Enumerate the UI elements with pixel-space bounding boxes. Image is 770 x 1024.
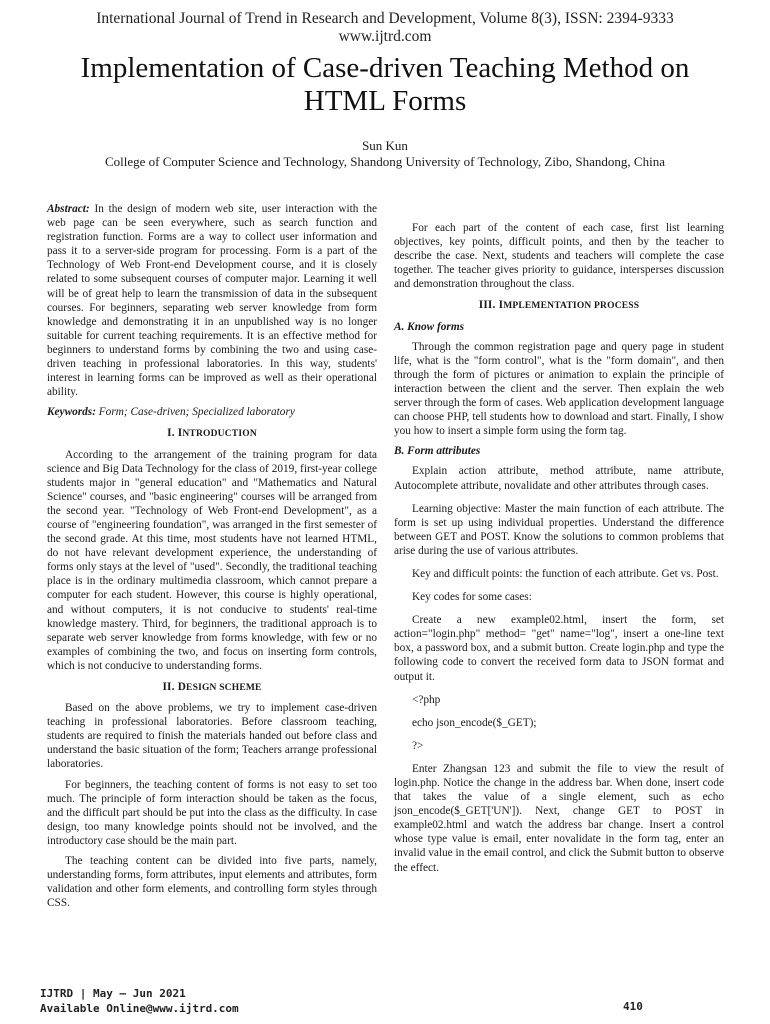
code-line-1: <?php: [412, 693, 441, 706]
subsection-heading-know-forms: A. Know forms: [394, 320, 464, 333]
subsection-heading-form-attributes: B. Form attributes: [394, 445, 481, 458]
intro-paragraph: According to the arrangement of the training program for data science and Big Data Technology for the class of 2019, first-year college students major in "general education" and "Mathematics and Natural Science" courses, and "basic engineering" courses will be arranged from the second year. "Technology of Web Front-end Development", as a course of "engineering foundation", was arranged in the first semester of the second grade. At this time, most students have not learned HTML, do not have relevant development experience, the understanding of forms only stays at the level of "used". Secondly, the traditional teaching place is in the ordinary multimedia classroom, which cannot prepare a computer for each student. However, this course is highly operational, and without computers, it is not conducive to students' real-time knowledge mastery. Third, for beginners, the traditional approach is to separate web server knowledge from forms knowledge, with few or no examples of combining the two, and focus on inserting form controls, which is not conducive to understanding forms.: [47, 448, 377, 672]
section-heading-design-scheme: II. DESIGN SCHEME: [162, 681, 262, 693]
title-line-1: Implementation of Case-driven Teaching Method on: [80, 52, 690, 84]
form-attributes-paragraph-3: Key and difficult points: the function of each attribute. Get vs. Post.: [412, 567, 719, 580]
form-attributes-paragraph-2: Learning objective: Master the main function of each attribute. The form is set up using individual properties. Understand the difference between GET and POST. Know the solutions to common problems that arise during the use of various attributes.: [394, 502, 724, 557]
form-attributes-paragraph-5: Create a new example02.html, insert the form, set action="login.php" method= "get" name="log", insert a one-line text box, a password box, and a submit button. Create login.php and type the following code to convert the received form data to JSON format and output it.: [394, 614, 724, 683]
design-paragraph-1: Based on the above problems, we try to implement case-driven teaching in professional laboratories. Before classroom teaching, students are required to finish the materials handed out before class and understand the basic situation of the form; Teachers arrange professional laboratories.: [47, 702, 377, 771]
form-attributes-paragraph-1: Explain action attribute, method attribute, name attribute, Autocomplete attribute, novalidate and other attributes through cases.: [394, 465, 724, 492]
author-name: Sun Kun: [362, 138, 408, 153]
journal-header: [0, 10, 770, 46]
footer-issue: IJTRD | May – Jun 2021: [40, 987, 186, 1000]
title-line-2: HTML Forms: [303, 85, 467, 117]
keywords-label: Keywords:: [47, 406, 96, 419]
page-number: 410: [623, 1000, 643, 1013]
form-attributes-paragraph-6: Enter Zhangsan 123 and submit the file to view the result of login.php. Notice the change in the address bar. When done, insert code that takes the value of a single element, such as echo json_encode($_GET['UN']). Next, change GET to POST in example02.html and watch the address bar change. Insert a control whose type value is email, enter novalidate in the form tag, enter an invalid value in the email control, and click the Submit button to observe the effect.: [394, 762, 724, 874]
abstract-text: In the design of modern web site, user interaction with the web page can be seen everywhere, such as search function and registration function. Forms are a way to collect user information and pass it to a server-side program for processing. Form is a part of the Technology of Web Front-end Development course, and it is closely related to some subsequent courses of computer major. Learning it well will be of great help to learn the transmission of data in the subsequent courses. For beginners, separating web server knowledge from form knowledge and demonstrating it in an unpublished way is no longer suitable for current teaching requirements. It is an effective method for beginners to understand forms by combining the two and using case-driven teaching in professional laboratories. In this way, students' interest in learning forms can be improved as well as their operational ability.: [47, 203, 377, 399]
keywords-text: Form; Case-driven; Specialized laboratory: [95, 406, 295, 419]
abstract: [47, 202, 377, 399]
code-line-3: ?>: [412, 739, 424, 752]
know-forms-paragraph: Through the common registration page and query page in student life, what is the "form control", what is the "form domain", and then through the form of pictures or animation to explain the principle of interaction between the client and the server. Then explain the web server through the form of cases. Web application development language can choose PHP, tell students how to download and start. Finally, I show you how to insert a simple form using the form tag.: [394, 340, 724, 438]
right-column: [394, 202, 724, 875]
footer-available-online: Available Online@www.ijtrd.com: [40, 1002, 239, 1015]
footer-left: [40, 986, 239, 1016]
keywords: [47, 405, 377, 419]
paper-title: [0, 52, 770, 118]
design-paragraph-2: For beginners, the teaching content of forms is not easy to set too much. The principle of form interaction should be taken as the focus, and the difficult part should be put into the class as the difficulty. In case design, too many knowledge points should not be involved, and the introductory case should be the main part.: [47, 778, 377, 847]
journal-website: www.ijtrd.com: [338, 28, 432, 45]
code-line-2: echo json_encode($_GET);: [412, 716, 537, 729]
form-attributes-paragraph-4: Key codes for some cases:: [412, 591, 532, 604]
design-paragraph-4: For each part of the content of each case, first list learning objectives, key points, difficult points, and then by the teacher to describe the case. Next, students and teachers will complete the case together. The teacher gives priority to guidance, intersperses discussion and demonstration throughout the class.: [394, 222, 724, 291]
author-affiliation: College of Computer Science and Technology, Shandong University of Technology, Zibo, Shandong, China: [105, 154, 665, 169]
left-column: [47, 202, 377, 910]
section-heading-implementation: III. IMPLEMENTATION PROCESS: [478, 299, 640, 312]
section-heading-introduction: I. INTRODUCTION: [167, 427, 257, 440]
design-paragraph-3: The teaching content can be divided into five parts, namely, understanding forms, form attributes, input elements and attributes, form validation and other form elements, and controlling form styles through CSS.: [47, 855, 377, 910]
journal-citation: International Journal of Trend in Research and Development, Volume 8(3), ISSN: 2394-9333: [96, 10, 674, 27]
abstract-label: Abstract:: [47, 203, 90, 215]
